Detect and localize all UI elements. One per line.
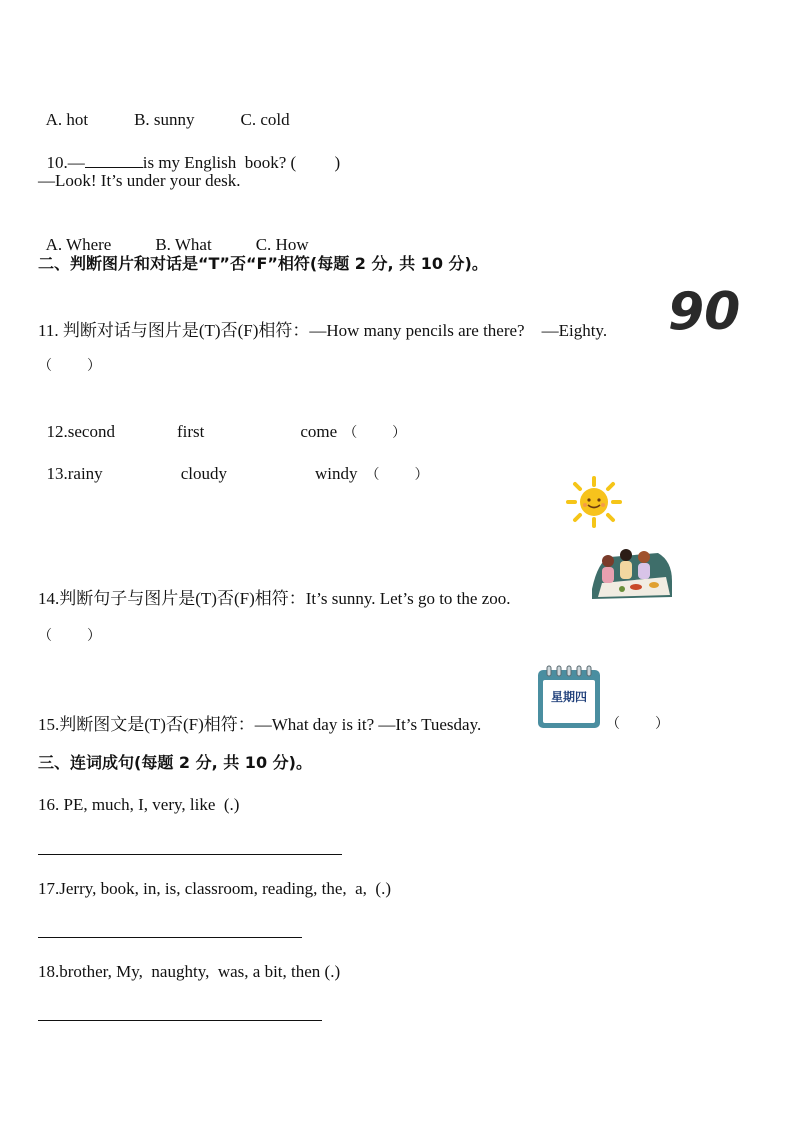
q12-line xyxy=(38,399,406,445)
q13-word-3: windy xyxy=(314,464,358,483)
q13-line xyxy=(38,441,428,487)
q10-question xyxy=(38,129,340,174)
q12-word-1: 12.second xyxy=(46,422,115,441)
q13-word-1: 13.rainy xyxy=(46,464,103,483)
q18-answer-line[interactable] xyxy=(38,1020,322,1021)
q17-text: 17.Jerry, book, in, is, classroom, reading, the, a, (.) xyxy=(38,879,391,898)
q18-text: 18.brother, My, naughty, was, a bit, then (.) xyxy=(38,962,341,981)
q10-answer-line: —Look! It’s under your desk. xyxy=(38,171,241,190)
q11-paren[interactable]: （ ） xyxy=(38,359,101,374)
q13-word-2: cloudy xyxy=(180,464,227,483)
q9-option-b: B. sunny xyxy=(134,110,195,129)
q12-word-3: come xyxy=(300,422,338,441)
picnic-image xyxy=(588,541,676,601)
q10-option-a: A. Where xyxy=(45,235,112,254)
section2-title: 二、判断图片和对话是“T”否“F”相符(每题 2 分, 共 10 分)。 xyxy=(38,254,488,273)
q15-paren[interactable]: （ ） xyxy=(606,717,669,732)
q10-options xyxy=(38,212,309,256)
q14-paren[interactable]: （ ） xyxy=(38,629,101,644)
calendar-image xyxy=(536,664,602,730)
q12-word-2: first xyxy=(176,422,205,441)
q11-number-image: 90 xyxy=(668,282,741,342)
q16-text: 16. PE, much, I, very, like (.) xyxy=(38,795,240,814)
q9-option-a: A. hot xyxy=(45,110,89,129)
q10-option-b: B. What xyxy=(155,235,212,254)
q10-prefix: 10.— xyxy=(46,153,85,172)
q17-answer-line[interactable] xyxy=(38,937,302,938)
q14-text: 14.判断句子与图片是(T)否(F)相符：It’s sunny. Let’s go to the zoo. xyxy=(38,589,511,608)
section3-title: 三、连词成句(每题 2 分, 共 10 分)。 xyxy=(38,753,312,772)
q9-option-c: C. cold xyxy=(240,110,290,129)
q9-options xyxy=(38,87,290,131)
q10-blank[interactable] xyxy=(85,151,143,168)
q13-paren[interactable]: （ ） xyxy=(365,468,429,483)
q12-paren[interactable]: （ ） xyxy=(343,426,407,441)
q10-suffix: is my English book? ( ) xyxy=(142,153,341,172)
q15-text: 15.判断图文是(T)否(F)相符：—What day is it? —It’s Tuesday. xyxy=(38,715,482,734)
calendar-day-label: 星期四 xyxy=(550,690,587,704)
q11-text: 11. 判断对话与图片是(T)否(F)相符：—How many pencils are there? —Eighty. xyxy=(38,321,608,340)
q10-option-c: C. How xyxy=(255,235,309,254)
q16-answer-line[interactable] xyxy=(38,854,342,855)
sun-image xyxy=(566,476,622,528)
